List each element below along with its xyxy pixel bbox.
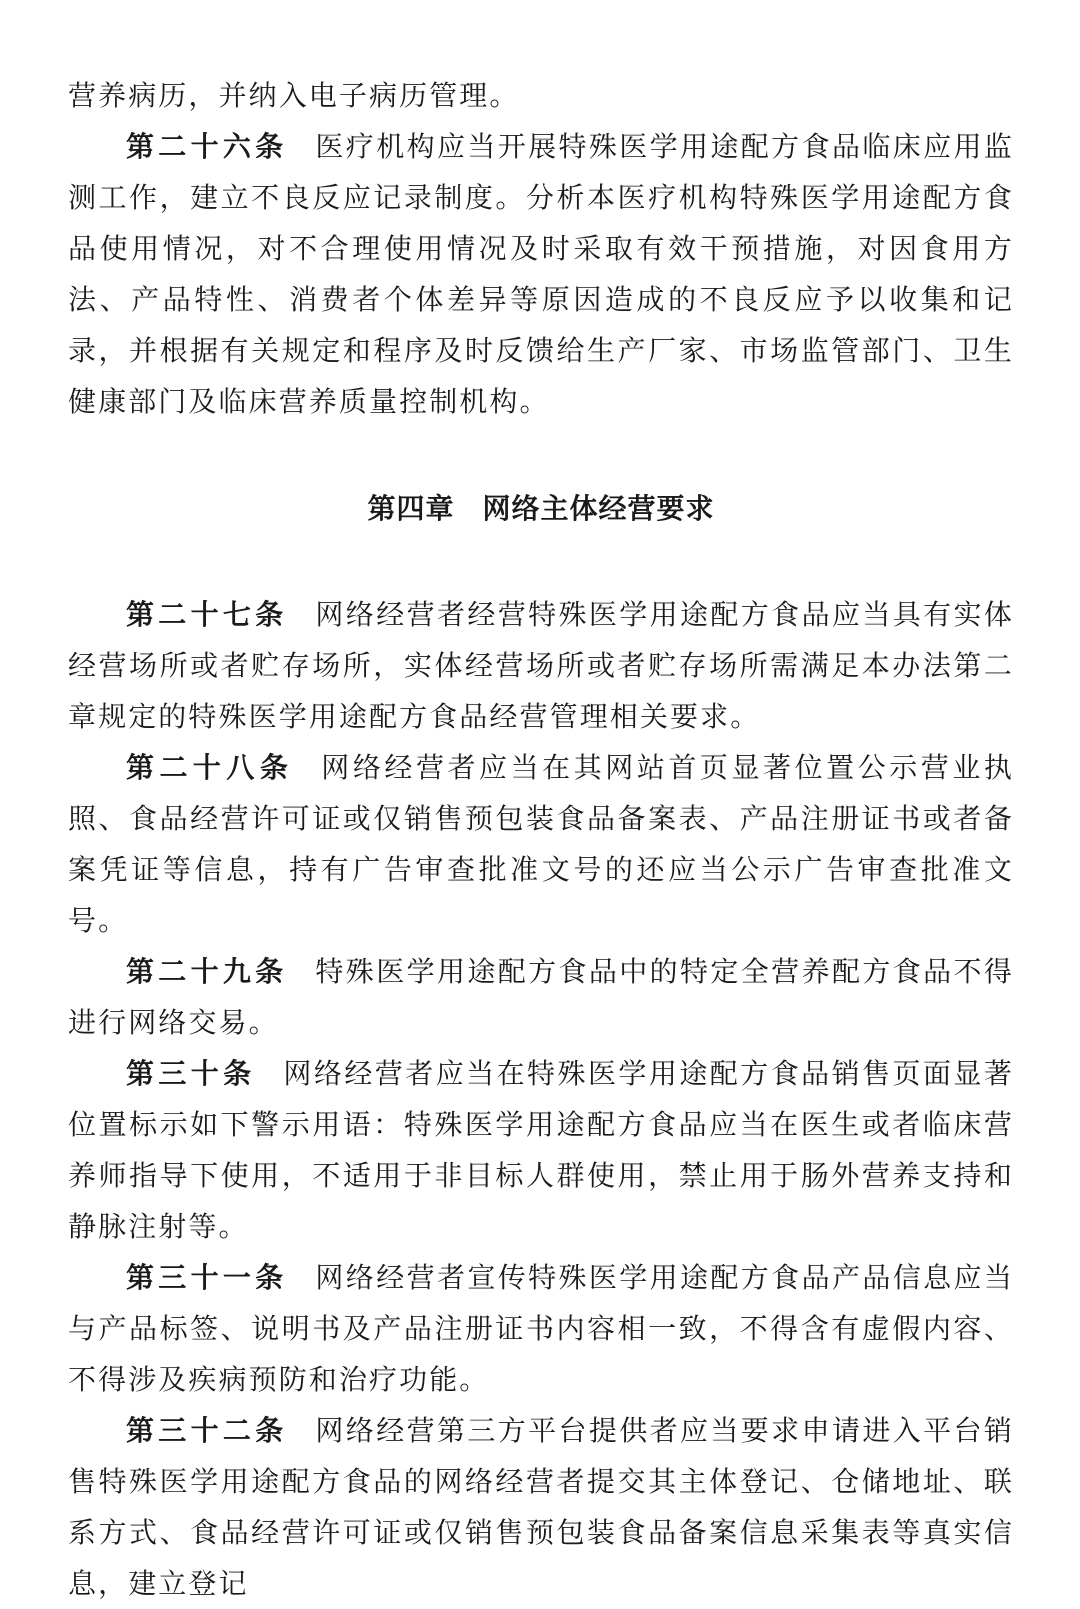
article-text: 网络经营者经营特殊医学用途配方食品应当具有实体经营场所或者贮存场所，实体经营场所或者贮存场所需满足本办法第二章规定的特殊医学用途配方食品经营管理相关要求。	[68, 598, 1014, 733]
article-text: 医疗机构应当开展特殊医学用途配方食品临床应用监测工作，建立不良反应记录制度。分析本医疗机构特殊医学用途配方食品使用情况，对不合理使用情况及时采取有效干预措施，对因食用方法、产品特性、消费者个体差异等原因造成的不良反应予以收集和记录，并根据有关规定和程序及时反馈给生产厂家、市场监管部门、卫生健康部门及临床营养质量控制机构。	[68, 130, 1014, 418]
article-29	[68, 946, 1014, 1048]
article-32	[68, 1405, 1014, 1609]
chapter-title: 网络主体经营要求	[482, 492, 715, 525]
article-text: 网络经营者应当在特殊医学用途配方食品销售页面显著位置标示如下警示用语：特殊医学用途配方食品应当在医生或者临床营养师指导下使用，不适用于非目标人群使用，禁止用于肠外营养支持和静脉注射等。	[68, 1057, 1014, 1243]
article-number: 第二十八条	[126, 751, 294, 784]
chapter-number: 第四章	[367, 492, 455, 525]
article-31	[68, 1252, 1014, 1405]
article-text: 特殊医学用途配方食品中的特定全营养配方食品不得进行网络交易。	[68, 955, 1014, 1039]
article-text: 网络经营者应当在其网站首页显著位置公示营业执照、食品经营许可证或仅销售预包装食品备案表、产品注册证书或者备案凭证等信息，持有广告审查批准文号的还应当公示广告审查批准文号。	[68, 751, 1014, 937]
article-text: 网络经营第三方平台提供者应当要求申请进入平台销售特殊医学用途配方食品的网络经营者提交其主体登记、仓储地址、联系方式、食品经营许可证或仅销售预包装食品备案信息采集表等真实信息，建立登记	[68, 1414, 1014, 1600]
article-number: 第三十条	[126, 1057, 256, 1090]
article-28	[68, 742, 1014, 946]
intro-paragraph: 营养病历，并纳入电子病历管理。	[68, 79, 520, 112]
article-30	[68, 1048, 1014, 1252]
article-number: 第二十七条	[126, 598, 288, 631]
article-number: 第三十二条	[126, 1414, 288, 1447]
article-text: 网络经营者宣传特殊医学用途配方食品产品信息应当与产品标签、说明书及产品注册证书内容相一致，不得含有虚假内容、不得涉及疾病预防和治疗功能。	[68, 1261, 1014, 1396]
document-page	[68, 70, 1014, 1609]
article-number: 第二十六条	[126, 130, 288, 163]
chapter-heading	[68, 489, 1014, 529]
article-27	[68, 589, 1014, 742]
article-26	[68, 121, 1014, 427]
article-number: 第三十一条	[126, 1261, 288, 1294]
article-number: 第二十九条	[126, 955, 288, 988]
